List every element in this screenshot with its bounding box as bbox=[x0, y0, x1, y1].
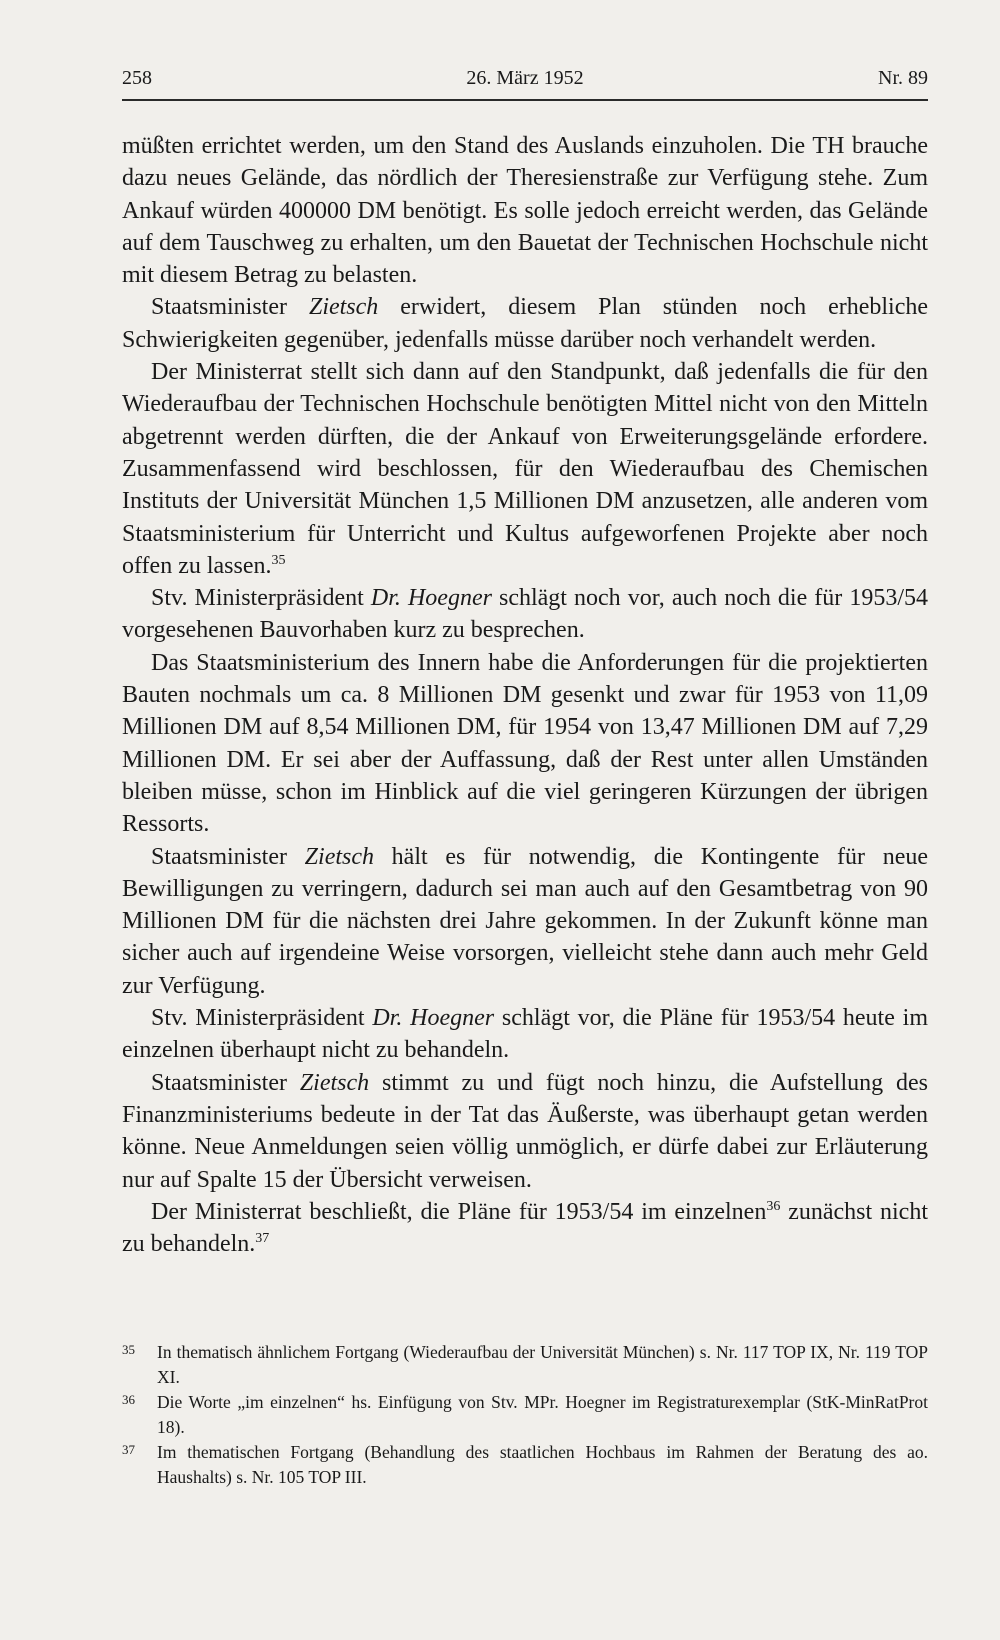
footnote bbox=[122, 1340, 928, 1390]
footnote-text: Die Worte „im einzelnen“ hs. Einfügung von Stv. MPr. Hoegner im Registraturexemplar (StK-MinRatProt 18). bbox=[157, 1392, 928, 1437]
paragraph: Stv. Ministerpräsident Dr. Hoegner schlägt vor, die Pläne für 1953/54 heute im einzelnen überhaupt nicht zu behandeln. bbox=[122, 1005, 928, 1064]
header-rule bbox=[122, 99, 928, 101]
footnote-text: In thematisch ähnlichem Fortgang (Wiederaufbau der Universität München) s. Nr. 117 TOP IX, Nr. 119 TOP XI. bbox=[157, 1342, 928, 1387]
person-name: Zietsch bbox=[308, 294, 379, 321]
paragraph: müßten errichtet werden, um den Stand des Auslands einzuholen. Die TH brauche dazu neues Gelände, das nördlich der Theresienstraße zur Verfügung stehe. Zum Ankauf würden 400000 DM benötigt. Es solle jedoch erreicht werden, das Gelände auf dem Tauschweg zu erhalten, um den Bauetat der Technischen Hochschule nicht mit diesem Betrag zu belasten. bbox=[122, 133, 928, 289]
running-header bbox=[122, 64, 928, 92]
paragraph: Staatsminister Zietsch erwidert, diesem Plan stünden noch erhebliche Schwierigkeiten gegenüber, jedenfalls müsse darüber noch verhandelt werden. bbox=[122, 294, 929, 353]
footnote bbox=[122, 1390, 928, 1440]
person-name: Hoegner bbox=[407, 585, 492, 612]
footnote-ref: 37 bbox=[255, 1231, 270, 1247]
paragraph: Staatsminister Zietsch stimmt zu und fügt noch hinzu, die Aufstellung des Finanzministeriums bedeute in der Tat das Äußerste, was überhaupt getan werden könne. Neue Anmeldungen seien völlig unmöglich, er dürfe dabei zur Erläuterung nur auf Spalte 15 der Übersicht verweisen. bbox=[122, 1069, 928, 1193]
paragraph: Stv. Ministerpräsident Dr. Hoegner schlägt noch vor, auch noch die für 1953/54 vorgesehenen Bauvorhaben kurz zu besprechen. bbox=[122, 585, 928, 644]
paragraph: Das Staatsministerium des Innern habe die Anforderungen für die projektierten Bauten nochmals um ca. 8 Millionen DM gesenkt und zwar für 1953 von 11,09 Millionen DM auf 8,54 Millionen DM, für 1954 von 13,47 Millionen DM auf 7,29 Millionen DM. Er sei aber der Auffassung, daß der Rest unter allen Umständen bleiben müsse, schon im Hinblick auf die viel geringeren Kürzungen der übrigen Ressorts. bbox=[122, 649, 928, 838]
person-name: Hoegner bbox=[410, 1005, 495, 1032]
footnote-number: 36 bbox=[122, 1392, 135, 1407]
paragraph: Der Ministerrat beschließt, die Pläne für 1953/54 im einzelnen$^{36}$ zunächst nicht zu behandeln.$^{37}$ bbox=[122, 1198, 929, 1258]
footnotes bbox=[122, 1340, 928, 1490]
footnote-ref: 35 bbox=[271, 552, 286, 568]
person-name: Zietsch bbox=[299, 1069, 370, 1096]
footnote-text: Im thematischen Fortgang (Behandlung des staatlichen Hochbaus im Rahmen der Beratung des ao. Haushalts) s. Nr. 105 TOP III. bbox=[157, 1442, 928, 1487]
footnote-number: 37 bbox=[122, 1442, 135, 1457]
footnote-ref: 36 bbox=[766, 1198, 781, 1214]
person-title: Dr. bbox=[370, 585, 401, 612]
paragraph: Der Ministerrat stellt sich dann auf den Standpunkt, daß jedenfalls die für den Wiederaufbau der Technischen Hochschule benötigten Mittel nicht von den Mitteln abgetrennt werden dürften, die der Ankauf von Erweiterungsgelände erfordere. Zusammenfassend wird beschlossen, für den Wiederaufbau des Chemischen Instituts der Universität München 1,5 Millionen DM anzusetzen, alle anderen vom Staatsministerium für Unterricht und Kultus aufgeworfenen Projekte aber noch offen zu lassen.$^{35}$ bbox=[122, 359, 928, 579]
header-date: 26. März 1952 bbox=[466, 67, 584, 89]
person-name: Zietsch bbox=[304, 843, 374, 870]
paragraph: Staatsminister Zietsch hält es für notwendig, die Kontingente für neue Bewilligungen zu verringern, dadurch sei man auch auf den Gesamtbetrag von 90 Millionen DM für die nächsten drei Jahre gekommen. In der Zukunft könne man sicher auch auf irgendeine Weise vorsorgen, vielleicht stehe dann auch mehr Geld zur Verfügung. bbox=[122, 843, 928, 999]
footnote-number: 35 bbox=[122, 1342, 135, 1357]
issue-number: Nr. 89 bbox=[878, 67, 928, 89]
main-text bbox=[122, 130, 928, 1260]
person-title: Dr. bbox=[372, 1005, 403, 1032]
footnote bbox=[122, 1440, 928, 1490]
page-number: 258 bbox=[122, 67, 152, 89]
